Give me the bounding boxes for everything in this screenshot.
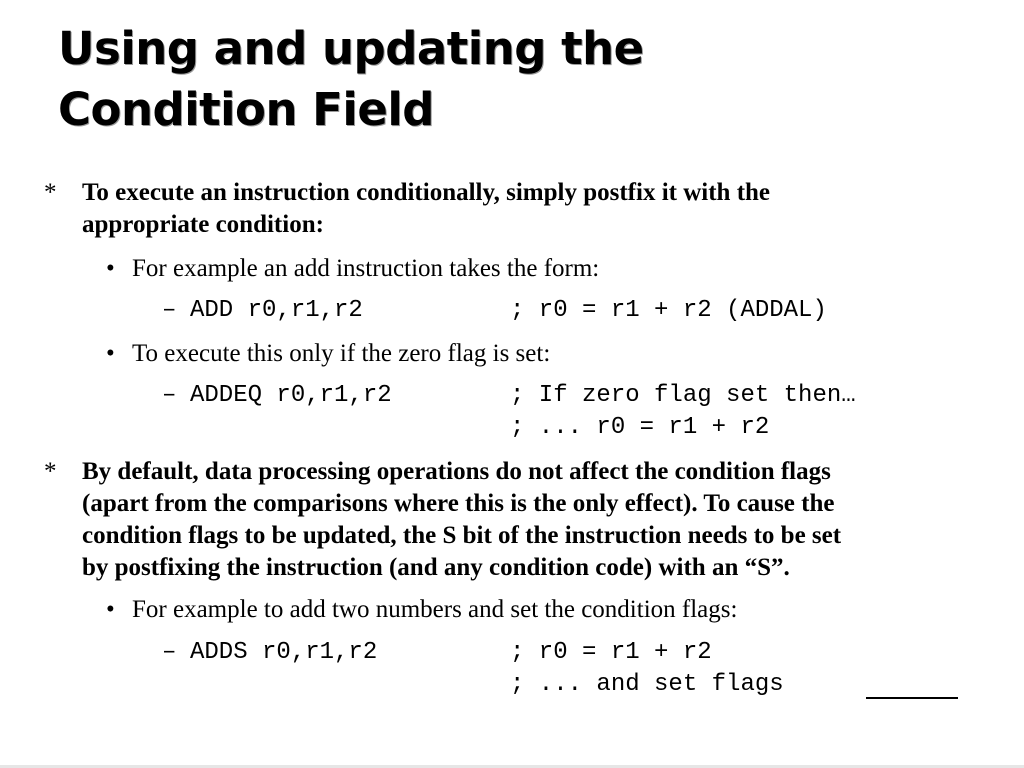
bullet-marker-1: *	[44, 179, 57, 206]
bullet-2-line-2: (apart from the comparisons where this is the only effect). To cause the	[82, 490, 835, 517]
bullet-1-line-2: appropriate condition:	[82, 211, 324, 238]
code-instruction-2: ADDEQ r0,r1,r2	[190, 382, 392, 409]
code-comment-2: ; If zero flag set then…	[510, 382, 856, 409]
slide-title-line-1: Using and updating the	[58, 22, 644, 75]
bullet-2-line-4: by postfixing the instruction (and any condition code) with an “S”.	[82, 554, 790, 581]
code-instruction-1: ADD r0,r1,r2	[190, 297, 363, 324]
code-comment-5: ; ... and set flags	[510, 671, 784, 698]
code-instruction-4: ADDS r0,r1,r2	[190, 639, 378, 666]
sub-bullet-2-text: To execute this only if the zero flag is set:	[132, 340, 551, 367]
slide-title-line-2: Condition Field	[58, 83, 434, 136]
code-comment-4: ; r0 = r1 + r2	[510, 639, 712, 666]
fill-in-blank-underline	[866, 697, 958, 699]
code-dash-2: –	[162, 382, 177, 409]
bullet-2-line-3: condition flags to be updated, the S bit of the instruction needs to be set	[82, 522, 842, 549]
bullet-2-text	[82, 456, 997, 584]
bullet-marker-2: *	[44, 458, 57, 485]
bullet-1-line-1: To execute an instruction conditionally, simply postfix it with the	[82, 179, 771, 206]
code-dash-1: –	[162, 297, 177, 324]
sub-bullet-marker-3: •	[106, 596, 115, 623]
code-comment-3: ; ... r0 = r1 + r2	[510, 414, 770, 441]
sub-bullet-1-text: For example an add instruction takes the form:	[132, 255, 600, 282]
sub-bullet-3-text: For example to add two numbers and set the condition flags:	[132, 596, 738, 623]
sub-bullet-marker-1: •	[106, 255, 115, 282]
code-dash-4: –	[162, 639, 177, 666]
bullet-2-line-1: By default, data processing operations do not affect the condition flags	[82, 458, 831, 485]
code-comment-1: ; r0 = r1 + r2 (ADDAL)	[510, 297, 827, 324]
bullet-1-text	[82, 177, 997, 241]
sub-bullet-marker-2: •	[106, 340, 115, 367]
slide-title	[58, 18, 958, 140]
